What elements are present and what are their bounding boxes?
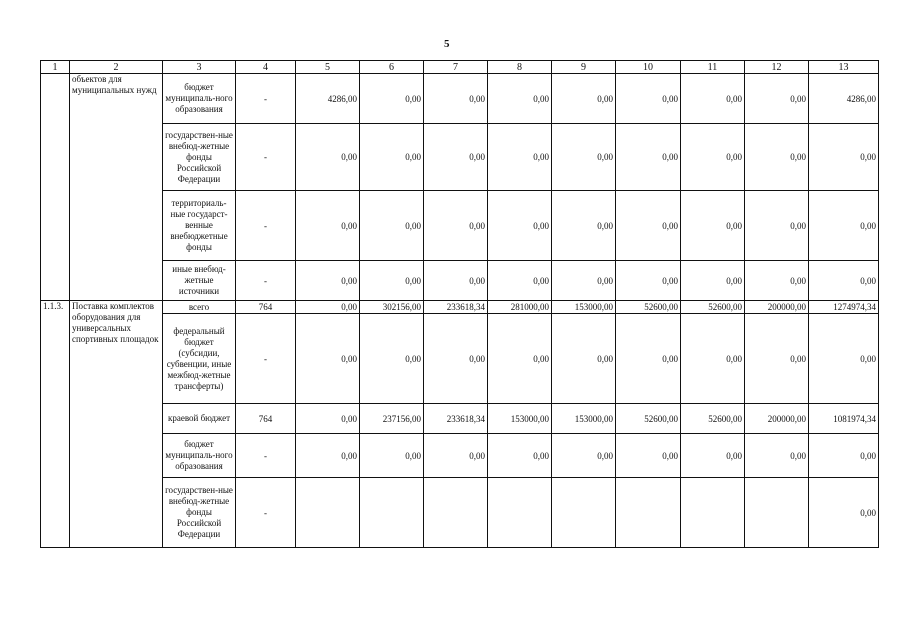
value-cell: 0,00 <box>424 191 488 261</box>
value-cell: 0,00 <box>809 478 879 548</box>
value-cell: 0,00 <box>616 314 681 404</box>
item-name: Поставка комплектов оборудования для универсальных спортивных площадок <box>70 301 163 548</box>
column-header: 11 <box>681 61 745 74</box>
value-cell: 52600,00 <box>681 404 745 434</box>
value-cell: 0,00 <box>745 124 809 191</box>
value-cell: 0,00 <box>296 261 360 301</box>
column-header: 4 <box>236 61 296 74</box>
table-row <box>41 124 879 191</box>
funding-source: государствен-ные внебюд-жетные фонды Российской Федерации <box>163 124 236 191</box>
value-cell: 0,00 <box>552 124 616 191</box>
funding-source: федеральный бюджет (субсидии, субвенции, иные межбюд-жетные трансферты) <box>163 314 236 404</box>
value-cell: 0,00 <box>616 434 681 478</box>
value-cell: 0,00 <box>488 434 552 478</box>
value-cell: 233618,34 <box>424 301 488 314</box>
value-cell: 0,00 <box>552 74 616 124</box>
column-header: 8 <box>488 61 552 74</box>
value-cell: 0,00 <box>488 314 552 404</box>
value-cell: 0,00 <box>424 261 488 301</box>
value-cell: 0,00 <box>809 124 879 191</box>
item-number: 1.1.3. <box>41 301 70 548</box>
value-cell: 0,00 <box>552 314 616 404</box>
value-cell: 0,00 <box>681 74 745 124</box>
column-header: 12 <box>745 61 809 74</box>
column-header: 7 <box>424 61 488 74</box>
column-header: 5 <box>296 61 360 74</box>
value-cell: 0,00 <box>360 261 424 301</box>
value-cell <box>745 478 809 548</box>
page-number: 5 <box>444 38 450 50</box>
budget-table <box>40 60 879 548</box>
value-cell: 153000,00 <box>552 404 616 434</box>
value-cell: 0,00 <box>681 191 745 261</box>
value-cell: 52600,00 <box>616 404 681 434</box>
funding-source: территориаль-ные государст-венные внебюджетные фонды <box>163 191 236 261</box>
value-cell: 0,00 <box>745 74 809 124</box>
value-cell: 52600,00 <box>681 301 745 314</box>
value-cell: 0,00 <box>681 434 745 478</box>
value-cell: 0,00 <box>552 434 616 478</box>
value-cell: 0,00 <box>616 191 681 261</box>
value-cell <box>424 478 488 548</box>
funding-source: иные внебюд-жетные источники <box>163 261 236 301</box>
value-cell <box>296 478 360 548</box>
value-cell: 0,00 <box>552 191 616 261</box>
table-row <box>41 301 879 314</box>
value-cell: 0,00 <box>681 314 745 404</box>
value-cell: 237156,00 <box>360 404 424 434</box>
funding-source: всего <box>163 301 236 314</box>
value-cell: 233618,34 <box>424 404 488 434</box>
value-cell <box>552 478 616 548</box>
header-row <box>41 61 879 74</box>
value-cell: 0,00 <box>488 191 552 261</box>
table-row <box>41 191 879 261</box>
code-cell: - <box>236 74 296 124</box>
code-cell: 764 <box>236 301 296 314</box>
value-cell: 0,00 <box>681 261 745 301</box>
column-header: 1 <box>41 61 70 74</box>
value-cell: 0,00 <box>616 261 681 301</box>
value-cell: 0,00 <box>745 434 809 478</box>
value-cell: 0,00 <box>424 434 488 478</box>
funding-source: государствен-ные внебюд-жетные фонды Российской Федерации <box>163 478 236 548</box>
value-cell: 0,00 <box>360 434 424 478</box>
table-row <box>41 314 879 404</box>
value-cell: 153000,00 <box>552 301 616 314</box>
value-cell: 0,00 <box>809 434 879 478</box>
code-cell: 764 <box>236 404 296 434</box>
funding-source: бюджет муниципаль-ного образования <box>163 434 236 478</box>
value-cell: 153000,00 <box>488 404 552 434</box>
value-cell: 0,00 <box>296 314 360 404</box>
table-row <box>41 261 879 301</box>
value-cell: 0,00 <box>296 434 360 478</box>
value-cell: 0,00 <box>745 261 809 301</box>
value-cell <box>360 478 424 548</box>
value-cell: 0,00 <box>360 74 424 124</box>
value-cell: 302156,00 <box>360 301 424 314</box>
value-cell: 200000,00 <box>745 404 809 434</box>
value-cell: 0,00 <box>296 301 360 314</box>
column-header: 9 <box>552 61 616 74</box>
value-cell: 0,00 <box>552 261 616 301</box>
column-header: 3 <box>163 61 236 74</box>
value-cell <box>488 478 552 548</box>
funding-source: краевой бюджет <box>163 404 236 434</box>
value-cell: 0,00 <box>616 124 681 191</box>
value-cell <box>616 478 681 548</box>
item-number <box>41 74 70 301</box>
value-cell: 0,00 <box>296 191 360 261</box>
value-cell: 0,00 <box>745 314 809 404</box>
value-cell: 0,00 <box>809 314 879 404</box>
value-cell: 0,00 <box>360 124 424 191</box>
value-cell: 0,00 <box>488 261 552 301</box>
value-cell: 52600,00 <box>616 301 681 314</box>
value-cell: 0,00 <box>296 124 360 191</box>
value-cell: 0,00 <box>488 74 552 124</box>
column-header: 2 <box>70 61 163 74</box>
table-row <box>41 478 879 548</box>
value-cell: 0,00 <box>616 74 681 124</box>
table-row <box>41 404 879 434</box>
value-cell: 0,00 <box>809 191 879 261</box>
value-cell: 1081974,34 <box>809 404 879 434</box>
table-row <box>41 74 879 124</box>
value-cell: 0,00 <box>424 74 488 124</box>
value-cell: 0,00 <box>809 261 879 301</box>
value-cell: 1274974,34 <box>809 301 879 314</box>
value-cell: 0,00 <box>360 191 424 261</box>
code-cell: - <box>236 478 296 548</box>
value-cell: 0,00 <box>488 124 552 191</box>
code-cell: - <box>236 261 296 301</box>
item-name: объектов для муниципальных нужд <box>70 74 163 301</box>
value-cell: 4286,00 <box>809 74 879 124</box>
value-cell: 0,00 <box>360 314 424 404</box>
value-cell: 200000,00 <box>745 301 809 314</box>
column-header: 6 <box>360 61 424 74</box>
value-cell: 0,00 <box>681 124 745 191</box>
code-cell: - <box>236 434 296 478</box>
value-cell: 0,00 <box>424 314 488 404</box>
code-cell: - <box>236 191 296 261</box>
column-header: 10 <box>616 61 681 74</box>
value-cell: 0,00 <box>296 404 360 434</box>
value-cell: 0,00 <box>745 191 809 261</box>
funding-source: бюджет муниципаль-ного образования <box>163 74 236 124</box>
table-row <box>41 434 879 478</box>
code-cell: - <box>236 124 296 191</box>
column-header: 13 <box>809 61 879 74</box>
value-cell <box>681 478 745 548</box>
code-cell: - <box>236 314 296 404</box>
value-cell: 0,00 <box>424 124 488 191</box>
value-cell: 4286,00 <box>296 74 360 124</box>
value-cell: 281000,00 <box>488 301 552 314</box>
